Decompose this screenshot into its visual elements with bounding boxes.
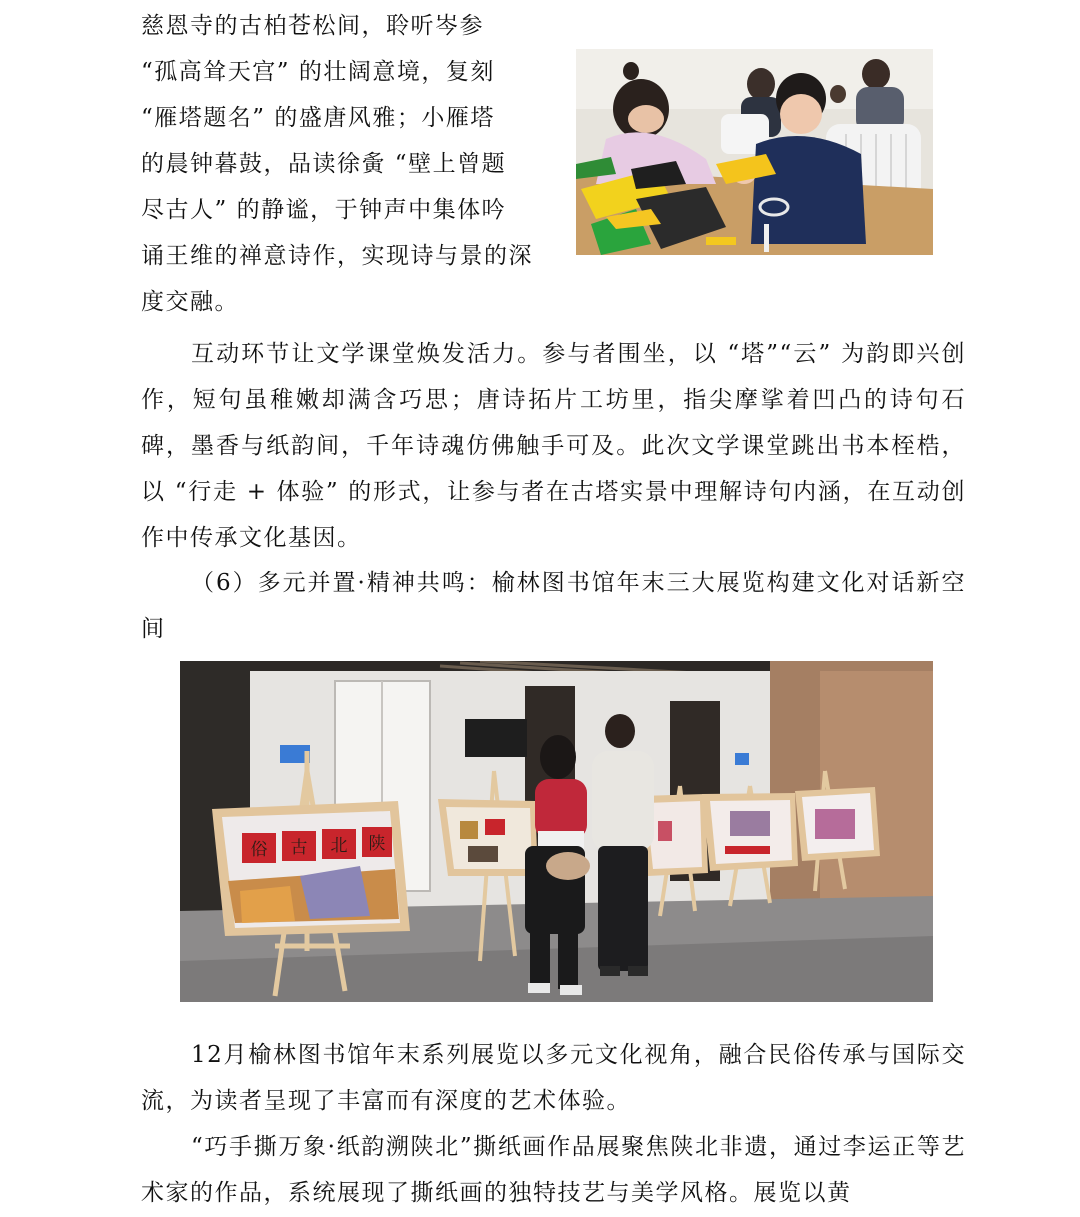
intro-line: 诵王维的禅意诗作，实现诗与景的深 (141, 243, 533, 269)
intro-paragraph (141, 3, 551, 325)
exhibit-paragraph: 12月榆林图书馆年末系列展览以多元文化视角，融合民俗传承与国际交流，为读者呈现了丰富而有深度的艺术体验。 (141, 1042, 966, 1114)
board-title-char: 俗 (250, 840, 268, 860)
intro-line: 度交融。 (141, 289, 239, 315)
intro-line: “雁塔题名” 的盛唐风雅；小雁塔 (141, 105, 495, 131)
intro-line: 的晨钟暮鼓，品读徐夤 “壁上曾题 (141, 151, 507, 177)
board-title-char: 陕 (368, 834, 386, 854)
papercut-paragraph: “巧手撕万象·纸韵溯陕北”撕纸画作品展聚焦陕北非遗，通过李运正等艺术家的作品，系统展现了撕纸画的独特技艺与美学风格。展览以黄 (141, 1134, 966, 1206)
interactive-paragraph: 互动环节让文学课堂焕发活力。参与者围坐，以 “塔”“云” 为韵即兴创作，短句虽稚嫩却满含巧思；唐诗拓片工坊里，指尖摩挲着凹凸的诗句石碑，墨香与纸韵间，千年诗魂仿佛触手可及。此次文学课堂跳出书本桎梏，以 “行走 + 体验” 的形式，让参与者在古塔实景中理解诗句内涵，在互动创作中传承文化基因。 (141, 341, 966, 551)
intro-line: “孤高耸天宫” 的壮阔意境，复刻 (141, 59, 495, 85)
section-heading-6: （6）多元并置·精神共鸣：榆林图书馆年末三大展览构建文化对话新空间 (141, 570, 966, 642)
intro-line: 慈恩寺的古柏苍松间，聆听岑参 (141, 13, 484, 39)
board-title-char: 古 (290, 838, 308, 858)
board-title-char: 北 (330, 836, 348, 856)
exhibition-photo (180, 661, 933, 1002)
craft-workshop-photo (576, 49, 933, 255)
intro-line: 尽古人” 的静谧，于钟声中集体吟 (141, 197, 507, 223)
